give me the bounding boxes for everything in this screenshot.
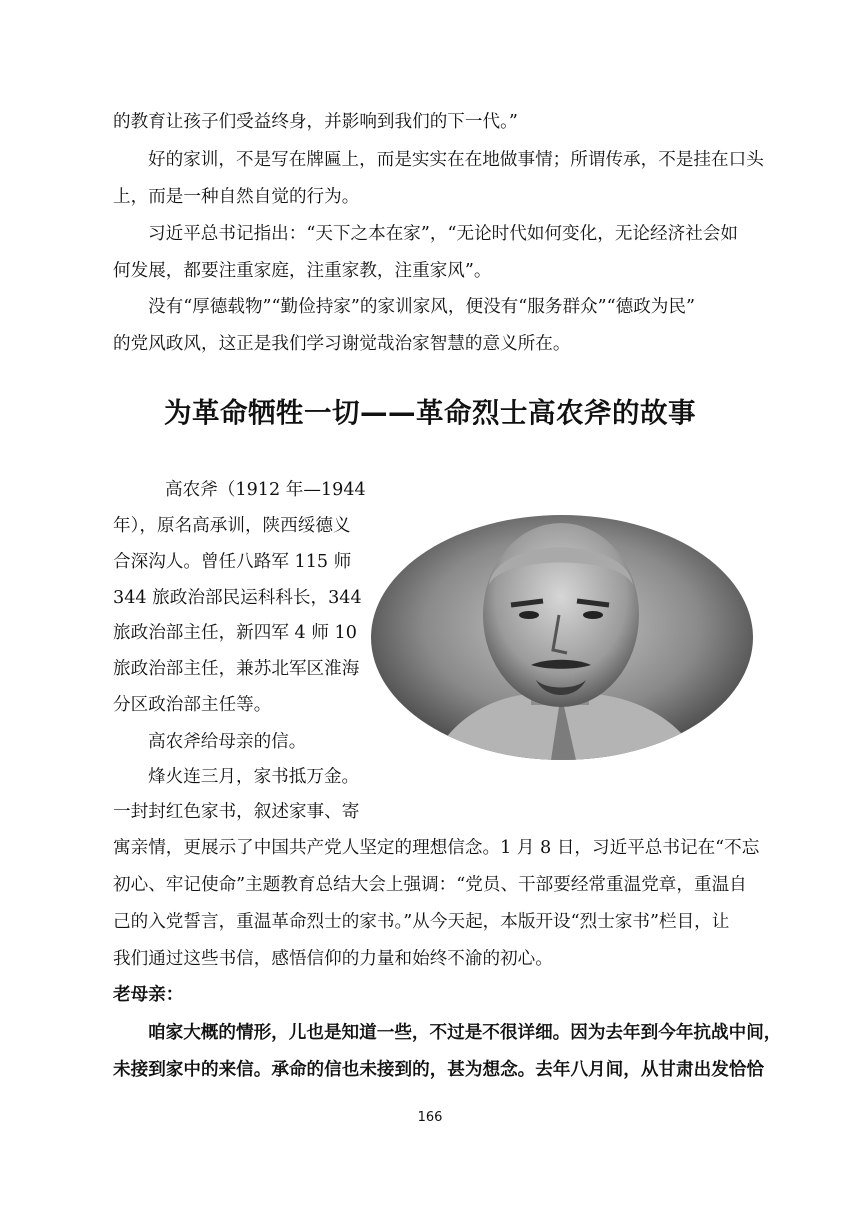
bio-line: 旅政治部主任，新四军 4 师 10 bbox=[113, 623, 357, 643]
body-line: 初心、牢记使命”主题教育总结大会上强调：“党员、干部要经常重温党章，重温自 bbox=[113, 875, 747, 895]
article-title: 为革命牺牲一切——革命烈士高农斧的故事 bbox=[164, 397, 696, 429]
intro-line: 的教育让孩子们受益终身，并影响到我们的下一代。” bbox=[113, 112, 518, 132]
bio-line: 旅政治部主任，兼苏北军区淮海 bbox=[113, 659, 360, 679]
intro-line: 没有“厚德载物”“勤俭持家”的家训家风，便没有“服务群众”“德政为民” bbox=[148, 297, 695, 317]
page-number: 166 bbox=[417, 1110, 443, 1125]
portrait-photo bbox=[371, 515, 753, 760]
intro-line: 习近平总书记指出：“天下之本在家”，“无论时代如何变化，无论经济社会如 bbox=[148, 224, 738, 244]
intro-line: 好的家训，不是写在牌匾上，而是实实在在地做事情；所谓传承，不是挂在口头 bbox=[148, 150, 764, 170]
letter-salutation: 老母亲： bbox=[113, 985, 184, 1005]
body-line: 我们通过这些书信，感悟信仰的力量和始终不渝的初心。 bbox=[113, 949, 553, 969]
bio-line: 分区政治部主任等。 bbox=[113, 695, 272, 715]
bio-line: 高农斧（1912 年—1944 bbox=[165, 480, 366, 500]
body-line: 寓亲情，更展示了中国共产党人坚定的理想信念。1 月 8 日，习近平总书记在“不忘 bbox=[113, 838, 760, 858]
bio-line: 高农斧给母亲的信。 bbox=[148, 732, 307, 752]
intro-line: 上，而是一种自然自觉的行为。 bbox=[113, 187, 360, 207]
bio-line: 344 旅政治部民运科科长，344 bbox=[113, 588, 362, 608]
bio-line: 烽火连三月，家书抵万金。 bbox=[148, 767, 360, 787]
portrait-image bbox=[371, 515, 753, 760]
body-line: 己的入党誓言，重温革命烈士的家书。”从今天起，本版开设“烈士家书”栏目，让 bbox=[113, 912, 730, 932]
intro-line: 的党风政风，这正是我们学习谢觉哉治家智慧的意义所在。 bbox=[113, 334, 571, 354]
letter-line: 未接到家中的来信。承命的信也未接到的，甚为想念。去年八月间，从甘肃出发恰恰 bbox=[113, 1060, 764, 1080]
bio-line: 年），原名高承训，陕西绥德义 bbox=[113, 516, 351, 536]
bio-line: 合深沟人。曾任八路军 115 师 bbox=[113, 552, 352, 572]
bio-line: 一封封红色家书，叙述家事、寄 bbox=[113, 802, 360, 822]
intro-line: 何发展，都要注重家庭，注重家教，注重家风”。 bbox=[113, 261, 492, 281]
letter-line: 咱家大概的情形，儿也是知道一些，不过是不很详细。因为去年到今年抗战中间， bbox=[148, 1023, 782, 1043]
